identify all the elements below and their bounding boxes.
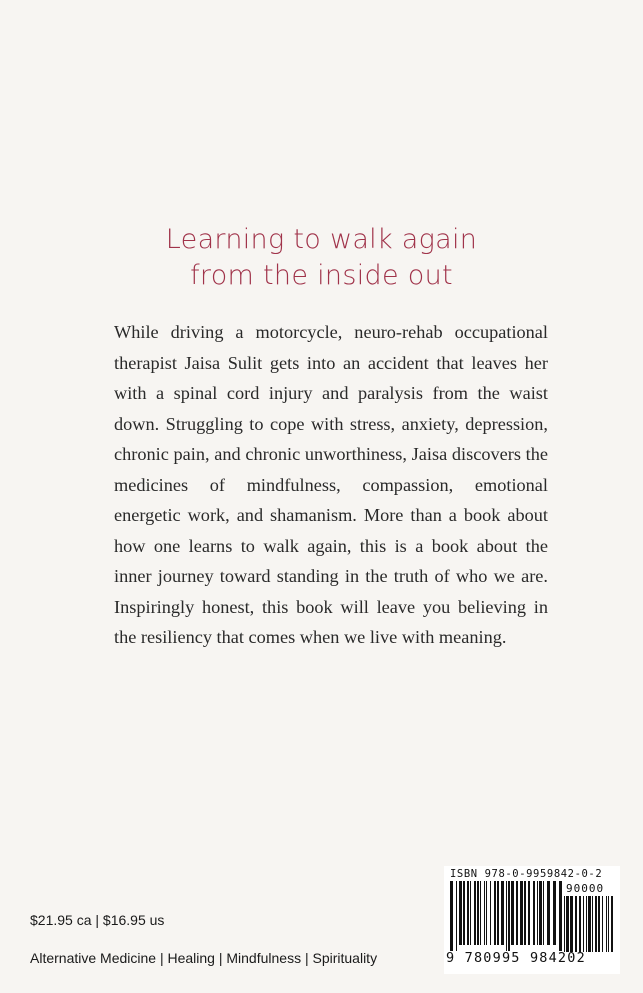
- barcode-bar: [506, 881, 507, 951]
- barcode-bar: [579, 896, 581, 952]
- barcode-bar: [463, 881, 465, 945]
- barcode-bar: [511, 881, 514, 945]
- barcode-bar: [595, 896, 597, 952]
- barcode-bar: [537, 881, 538, 945]
- barcode-bar: [586, 896, 587, 952]
- barcode-bar: [602, 896, 603, 952]
- barcode-bar: [570, 896, 573, 952]
- barcode-bar: [494, 881, 496, 945]
- price-label: $21.95 ca | $16.95 us: [30, 912, 165, 928]
- barcode-bar: [459, 881, 462, 945]
- barcode-bar: [566, 896, 569, 952]
- barcode-bar: [559, 881, 562, 951]
- barcode-bar: [508, 881, 510, 951]
- barcode-bar: [533, 881, 535, 945]
- barcode-bar: [524, 881, 526, 945]
- barcode-bar: [497, 881, 499, 945]
- tagline-line-1: Learning to walk again: [165, 224, 478, 255]
- book-description: While driving a motorcycle, neuro-rehab occupational therapist Jaisa Sulit gets into an accident that leaves her with a spinal cord injury and paralysis from the waist down. Struggling to cope with stress, anxiety, depression, chronic pain, and chronic unworthiness, Jaisa discovers the medicines of mindfulness, compassion, emotional energetic work, and shamanism. More than a book about how one learns to walk again, this is a book about the inner journey toward standing in the truth of who we are. Inspiringly honest, this book will leave you believing in the resiliency that comes when we live with meaning.: [114, 322, 548, 647]
- isbn-barcode: [444, 866, 620, 974]
- barcode-bar: [477, 881, 479, 945]
- barcode-bar: [467, 881, 469, 945]
- tagline: [0, 222, 643, 294]
- barcode-bar: [592, 896, 593, 952]
- barcode-bar: [608, 896, 609, 952]
- tagline-line-2: from the inside out: [190, 260, 453, 291]
- barcode-bar: [575, 896, 577, 952]
- addon-barcode-bars: [564, 896, 616, 952]
- barcode-bar: [606, 896, 607, 952]
- barcode-bar: [486, 881, 487, 945]
- barcode-bar: [583, 896, 584, 952]
- barcode-bar: [520, 881, 523, 945]
- barcode-bar: [516, 881, 518, 945]
- barcode-bar: [564, 896, 565, 952]
- barcode-digits: 9 780995 984202: [446, 950, 586, 966]
- barcode-bar: [539, 881, 542, 945]
- barcode-bar: [480, 881, 481, 945]
- barcode-bar: [547, 881, 550, 945]
- barcode-price-code: 90000: [566, 882, 605, 895]
- main-barcode-bars: [450, 881, 562, 951]
- barcode-bar: [611, 896, 613, 952]
- barcode-bar: [474, 881, 476, 945]
- barcode-bar: [598, 896, 600, 952]
- barcode-bar: [470, 881, 471, 945]
- barcode-bar: [543, 881, 544, 945]
- barcode-bar: [490, 881, 491, 945]
- category-list: Alternative Medicine | Healing | Mindfulness | Spirituality: [30, 950, 378, 966]
- barcode-bar: [588, 896, 591, 952]
- barcode-bar: [528, 881, 530, 945]
- barcode-bar: [456, 881, 457, 951]
- barcode-bar: [484, 881, 485, 945]
- barcode-bar: [501, 881, 504, 945]
- barcode-bar: [553, 881, 556, 945]
- barcode-bar: [450, 881, 453, 951]
- isbn-number: ISBN 978-0-9959842-0-2: [450, 868, 603, 880]
